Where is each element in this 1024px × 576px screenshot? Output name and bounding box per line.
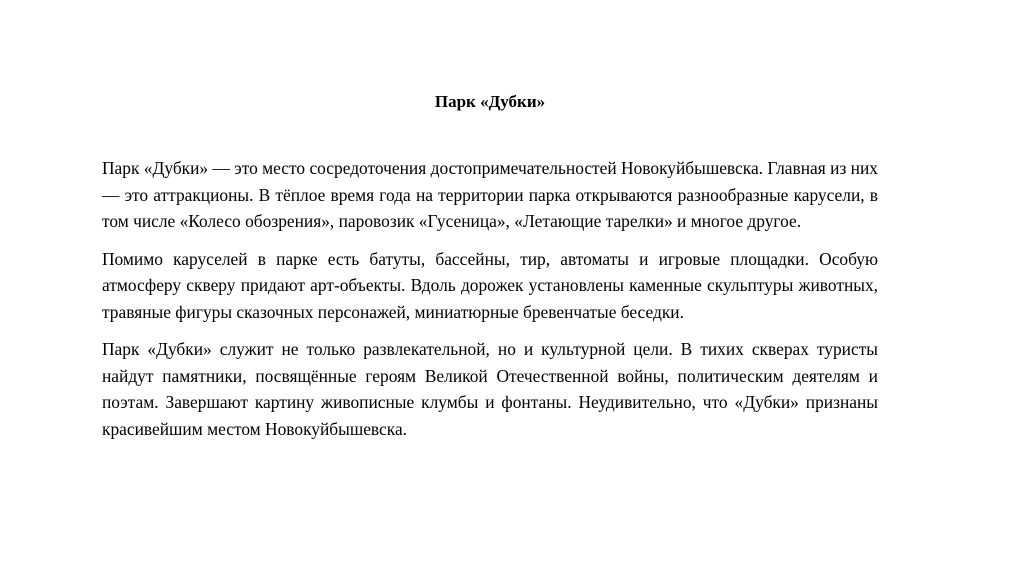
paragraph-3: Парк «Дубки» служит не только развлекательной, но и культурной цели. В тихих скверах туристы найдут памятники, посвящённые героям Великой Отечественной войны, политическим деятелям и поэтам. Завершают картину живописные клумбы и фонтаны. Неудивительно, что «Дубки» признаны красивейшим местом Новокуйбышевска.	[102, 339, 878, 439]
document-title: Парк «Дубки»	[434, 92, 546, 111]
paragraph-2: Помимо каруселей в парке есть батуты, бассейны, тир, автоматы и игровые площадки. Особую атмосферу скверу придают арт-объекты. Вдоль дорожек установлены каменные скульптуры животных, травяные фигуры сказочных персонажей, миниатюрные бревенчатые беседки.	[102, 248, 878, 322]
document-body	[102, 155, 878, 453]
paragraph-1: Парк «Дубки» — это место сосредоточения достопримечательностей Новокуйбышевска. Главная из них — это аттракционы. В тёплое время года на территории парка открываются разнообразные карусели, в том числе «Колесо обозрения», паровозик «Гусеница», «Летающие тарелки» и многое другое.	[102, 158, 878, 231]
